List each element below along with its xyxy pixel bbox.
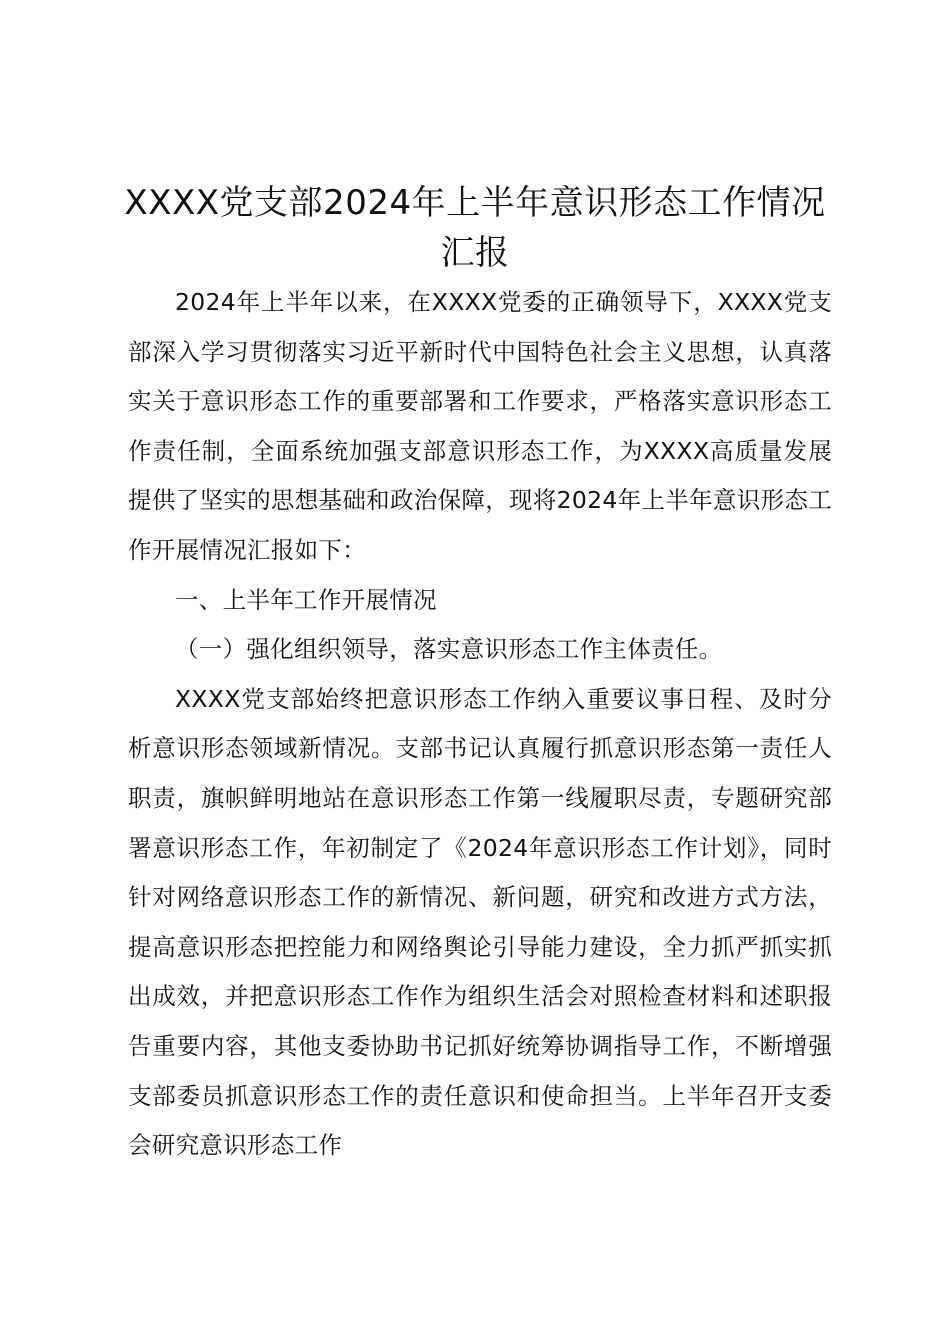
document-title: XXXX党支部2024年上半年意识形态工作情况汇报 <box>124 183 826 273</box>
subsection-heading: （一）强化组织领导，落实意识形态工作主体责任。 <box>175 635 723 664</box>
body-paragraph: XXXX党支部始终把意识形态工作纳入重要议事日程、及时分析意识形态领域新情况。支部书记认真履行抓意识形态第一责任人职责，旗帜鲜明地站在意识形态工作第一线履职尽责，专题研究部署意识形态工作，年初制定了《2024年意识形态工作计划》，同时针对网络意识形态工作的新情况、新问题，研究和改进方式方法，提高意识形态把控能力和网络舆论引导能力建设，全力抓严抓实抓出成效，并把意识形态工作作为组织生活会对照检查材料和述职报告重要内容，其他支委协助书记抓好统筹协调指导工作，不断增强支部委员抓意识形态工作的责任意识和使命担当。上半年召开支委会研究意识形态工作 <box>128 684 832 1160</box>
document-body <box>128 278 832 1171</box>
intro-paragraph: 2024年上半年以来，在XXXX党委的正确领导下，XXXX党支部深入学习贯彻落实习近平新时代中国特色社会主义思想，认真落实关于意识形态工作的重要部署和工作要求，严格落实意识形态工作责任制，全面系统加强支部意识形态工作，为XXXX高质量发展提供了坚实的思想基础和政治保障，现将2024年上半年意识形态工作开展情况汇报如下： <box>128 288 832 564</box>
section-heading: 一、上半年工作开展情况 <box>175 585 437 614</box>
